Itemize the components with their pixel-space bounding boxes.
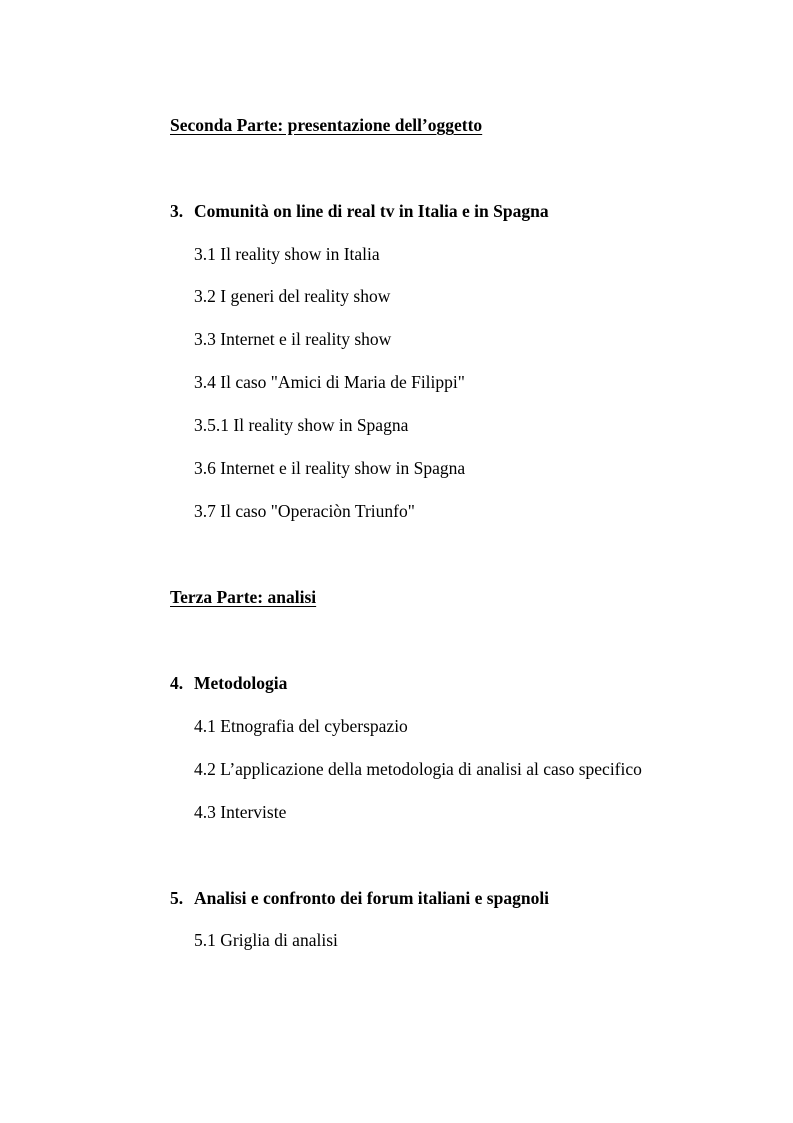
section-5-1: 5.1 Griglia di analisi — [194, 930, 338, 950]
chapter-4-heading — [170, 673, 287, 693]
section-3-4: 3.4 Il caso "Amici di Maria de Filippi" — [194, 372, 465, 392]
chapter-number: 5. — [170, 888, 184, 908]
section-3-2: 3.2 I generi del reality show — [194, 286, 391, 306]
section-4-2: 4.2 L’applicazione della metodologia di analisi al caso specifico — [194, 759, 642, 779]
chapter-number: 4. — [170, 673, 184, 693]
chapter-title: Analisi e confronto dei forum italiani e spagnoli — [194, 888, 550, 908]
section-3-3: 3.3 Internet e il reality show — [194, 329, 392, 349]
section-4-3: 4.3 Interviste — [194, 802, 287, 822]
chapter-title: Metodologia — [194, 673, 288, 693]
section-3-1: 3.1 Il reality show in Italia — [194, 244, 380, 264]
part-heading-terza-parte: Terza Parte: analisi — [170, 587, 317, 607]
part-heading-seconda-parte: Seconda Parte: presentazione dell’oggetto — [170, 115, 483, 135]
section-3-6: 3.6 Internet e il reality show in Spagna — [194, 458, 466, 478]
section-4-1: 4.1 Etnografia del cyberspazio — [194, 716, 408, 736]
chapter-number: 3. — [170, 201, 184, 221]
section-3-7: 3.7 Il caso "Operaciòn Triunfo" — [194, 501, 415, 521]
chapter-5-heading — [170, 888, 549, 908]
chapter-3-heading — [170, 201, 549, 221]
chapter-title: Comunità on line di real tv in Italia e in Spagna — [194, 201, 549, 221]
section-3-5-1: 3.5.1 Il reality show in Spagna — [194, 415, 409, 435]
